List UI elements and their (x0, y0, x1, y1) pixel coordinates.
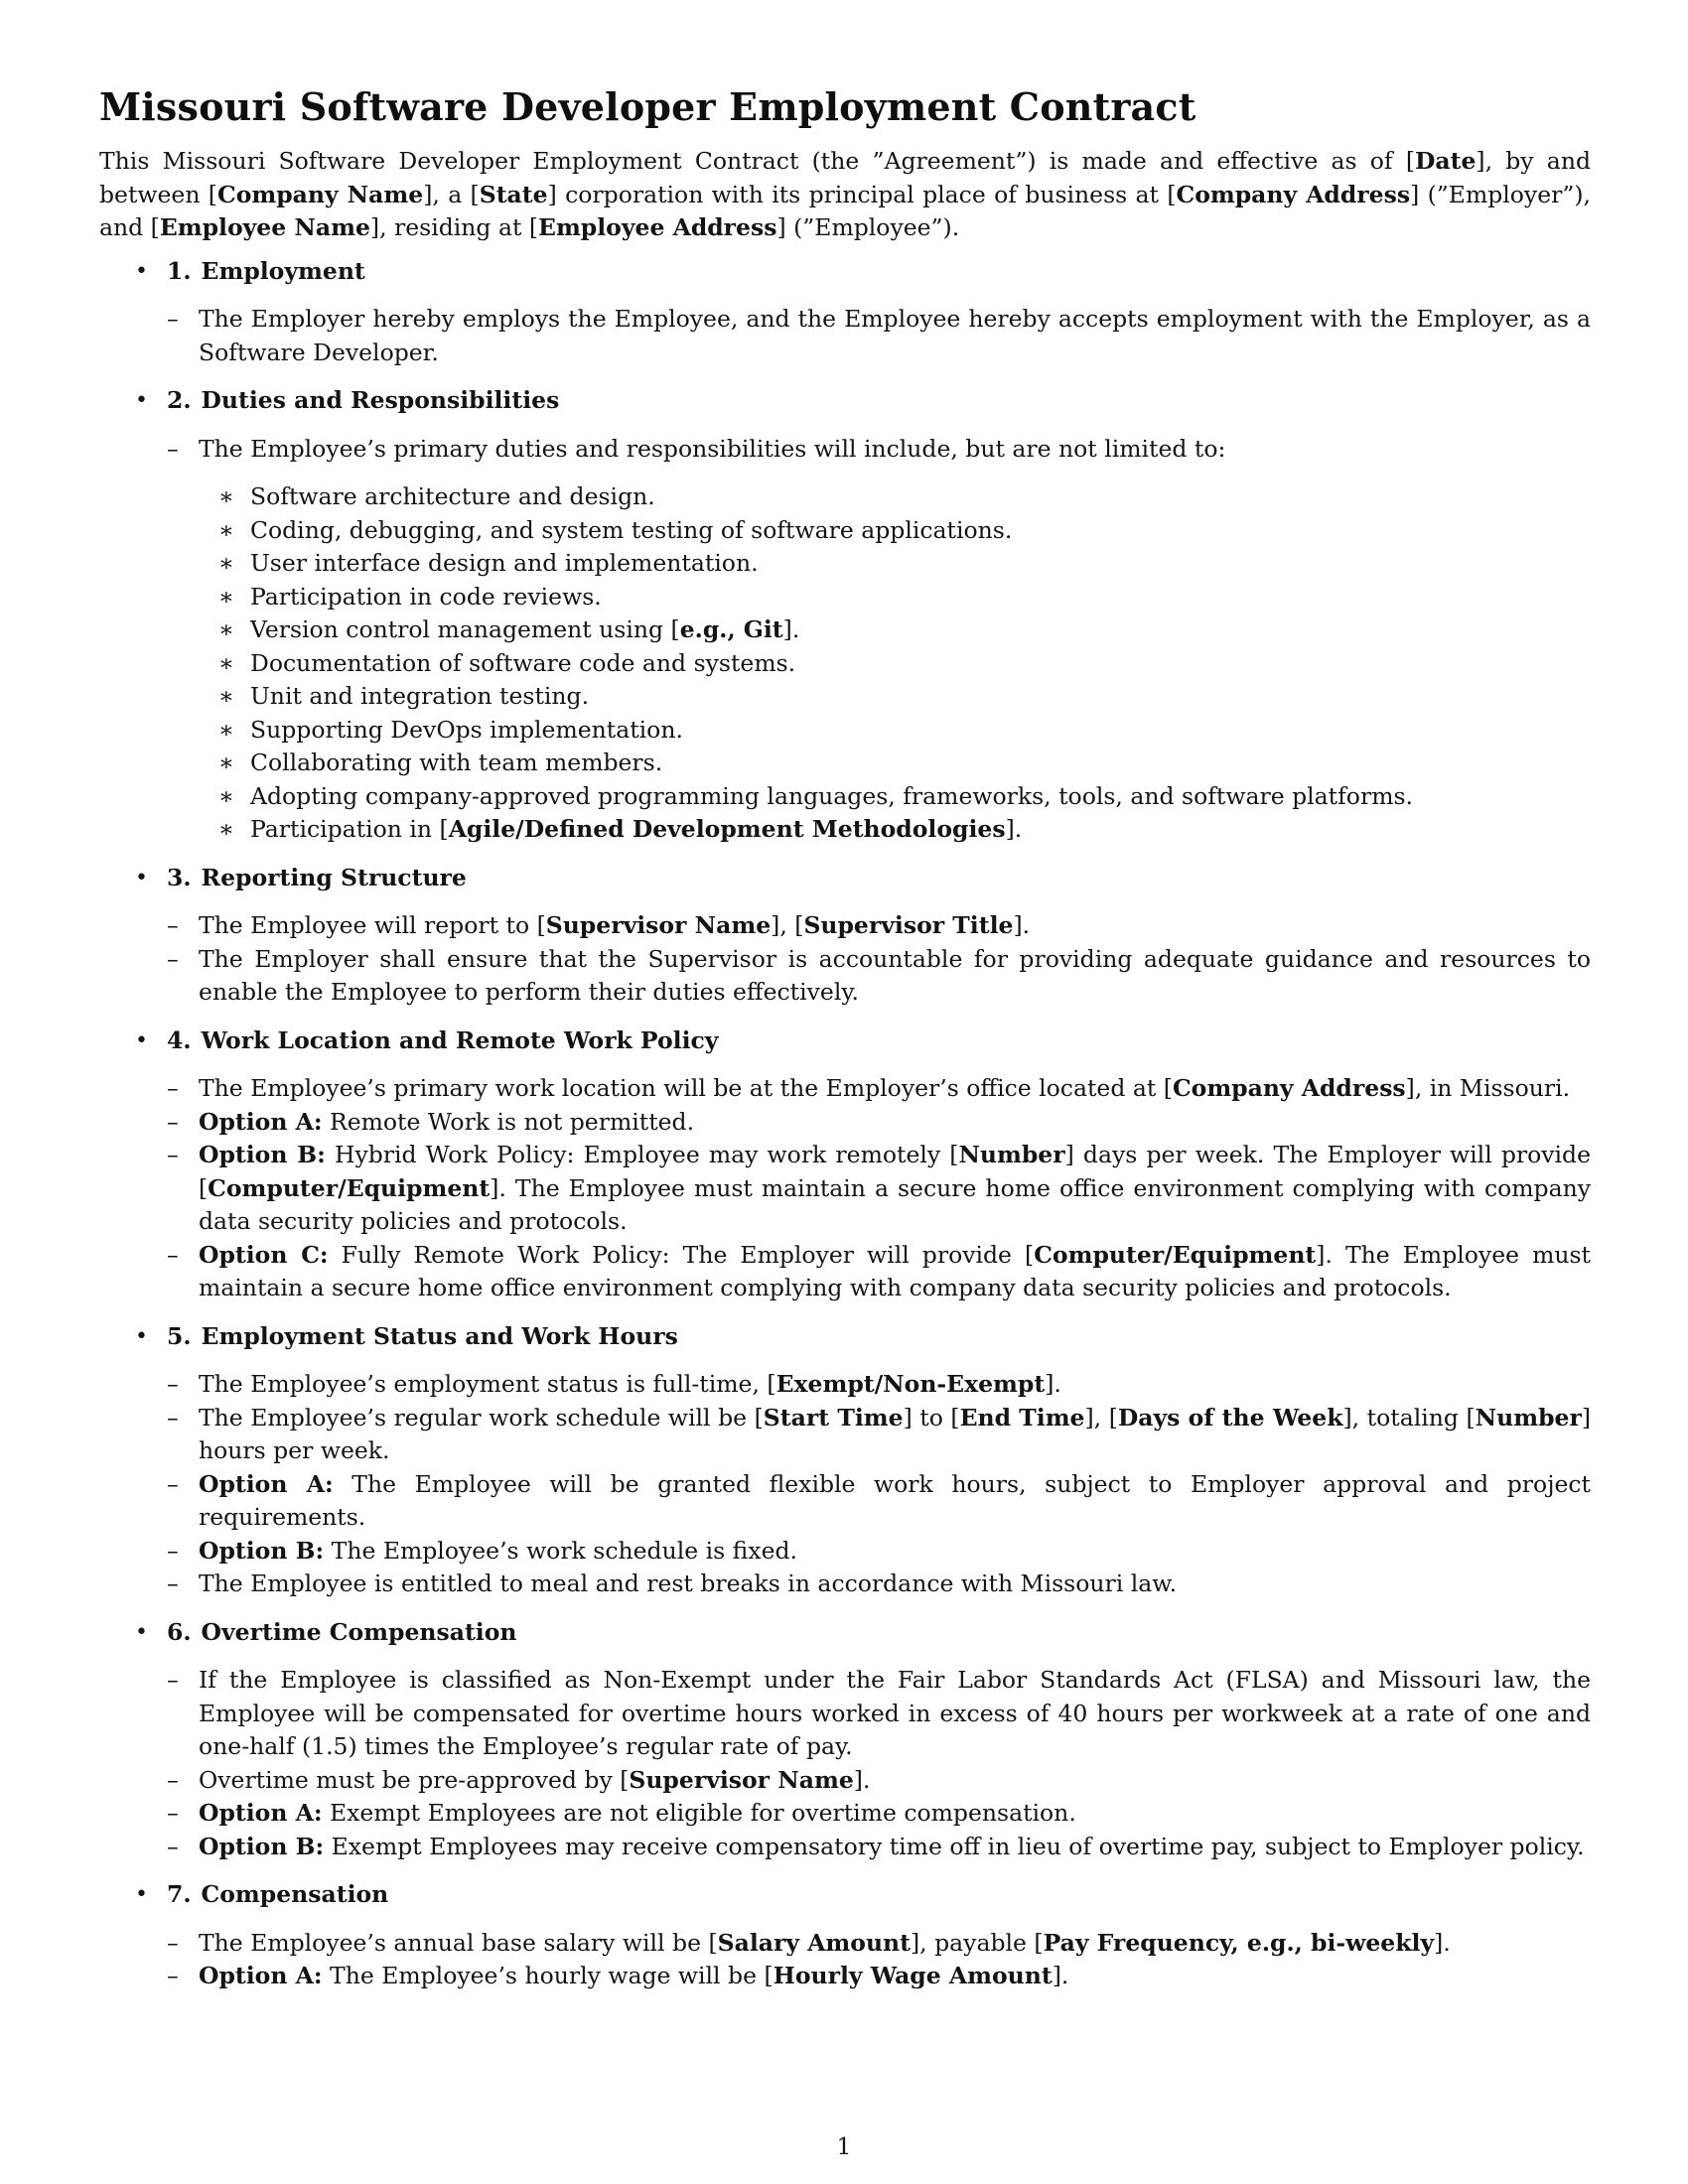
bold-text: State (479, 180, 548, 208)
text-run: ]. (1434, 1928, 1451, 1957)
intro-paragraph (99, 145, 1591, 245)
text-run: ] days per week. The Employer will provide [ (199, 1141, 1592, 1202)
text-run: ], totaling [ (1342, 1403, 1476, 1432)
bold-text: Number (1475, 1403, 1582, 1432)
sections-list (99, 255, 1591, 1993)
duties-list (218, 480, 1591, 847)
bold-text: Date (1414, 147, 1477, 175)
text-run: ] corporation with its principal place of business at [ (547, 180, 1177, 208)
section-items (167, 433, 1591, 847)
section-title: Employment Status and Work Hours (201, 1321, 678, 1350)
bold-text: Supervisor Name (545, 911, 772, 939)
text-run: Coding, debugging, and system testing of software applications. (250, 515, 1013, 544)
text-run: ]. The Employee must maintain a secure home office environment complying with company data security policies and protocols. (199, 1173, 1591, 1235)
section-number: 2. (167, 386, 192, 414)
section-heading (167, 1024, 1591, 1058)
text-run: ], payable [ (911, 1928, 1044, 1957)
clause-item (167, 433, 1591, 847)
section-item (99, 862, 1591, 1010)
section-item (99, 1878, 1591, 1993)
clause-item (167, 1797, 1591, 1831)
section-title: Overtime Compensation (201, 1617, 517, 1646)
bold-text: Option C: (199, 1240, 329, 1269)
text-run: The Employee’s work schedule is fixed. (324, 1536, 797, 1565)
bold-text: e.g., Git (679, 615, 783, 643)
section-heading (167, 1878, 1591, 1912)
section-number: 1. (167, 256, 192, 285)
section-number: 3. (167, 863, 192, 891)
text-run: ], in Missouri. (1405, 1074, 1571, 1102)
text-run: The Employer hereby employs the Employee, and the Employee hereby accepts employment with the Employer, as a Software Developer. (199, 305, 1591, 366)
text-run: ], a [ (423, 180, 480, 208)
duty-item (218, 747, 1591, 780)
text-run: Fully Remote Work Policy: The Employer will provide [ (328, 1240, 1035, 1269)
clause-item (167, 1831, 1591, 1864)
section-items (167, 1368, 1591, 1601)
clause-item (167, 909, 1591, 943)
bold-text: Number (958, 1141, 1065, 1168)
bold-text: Computer/Equipment (1034, 1240, 1317, 1269)
text-run: Overtime must be pre-approved by [ (199, 1765, 630, 1794)
bold-text: Employee Address (538, 213, 777, 241)
bold-text: End Time (959, 1403, 1085, 1432)
text-run: The Employee’s employment status is full-time, [ (199, 1370, 776, 1398)
duty-item (218, 581, 1591, 614)
clause-item (167, 943, 1591, 1010)
clause-item (167, 1072, 1591, 1106)
bold-text: Hourly Wage Amount (773, 1962, 1053, 1989)
section-item (99, 255, 1591, 370)
section-number: 6. (167, 1617, 192, 1646)
text-run: ], by and between [ (99, 147, 1591, 208)
section-heading (167, 255, 1591, 289)
clause-item (167, 1106, 1591, 1140)
text-run: ]. (853, 1765, 871, 1794)
duty-item (218, 647, 1591, 681)
bold-text: Option A: (199, 1469, 334, 1498)
text-run: The Employer shall ensure that the Supervisor is accountable for providing adequate guidance and resources to enable the Employee to perform their duties effectively. (199, 944, 1591, 1006)
clause-item (167, 1139, 1591, 1239)
bold-text: Computer/Equipment (208, 1173, 491, 1202)
clause-item (167, 1535, 1591, 1569)
duty-item (218, 714, 1591, 748)
duty-item (218, 780, 1591, 814)
text-run: The Employee is entitled to meal and rest breaks in accordance with Missouri law. (199, 1570, 1178, 1597)
text-run: Participation in [ (250, 815, 449, 843)
text-run: The Employee will be granted flexible work hours, subject to Employer approval and project requirements. (199, 1469, 1591, 1531)
text-run: Version control management using [ (250, 615, 680, 643)
section-item (99, 1616, 1591, 1864)
section-number: 5. (167, 1321, 192, 1350)
text-run: The Employee’s primary work location will be at the Employer’s office located at [ (199, 1074, 1173, 1102)
duty-item (218, 614, 1591, 647)
section-items (167, 1072, 1591, 1305)
section-title: Duties and Responsibilities (201, 386, 560, 414)
duty-item (218, 547, 1591, 581)
duty-item (218, 480, 1591, 514)
bold-text: Exempt/Non-Exempt (775, 1370, 1046, 1398)
text-run: Unit and integration testing. (250, 682, 590, 710)
section-number: 7. (167, 1880, 192, 1908)
text-run: ]. The Employee must maintain a secure home office environment complying with company data security policies and protocols. (199, 1240, 1591, 1301)
text-run: This Missouri Software Developer Employment Contract (the ”Agreement”) is made and effective as of [ (99, 147, 1415, 175)
text-run: Remote Work is not permitted. (322, 1107, 695, 1136)
section-item (99, 1320, 1591, 1601)
section-items (167, 1664, 1591, 1863)
bold-text: Agile/Defined Development Methodologies (448, 815, 1006, 843)
clause-item (167, 1468, 1591, 1535)
duty-item (218, 680, 1591, 714)
section-number: 4. (167, 1025, 192, 1054)
bold-text: Supervisor Title (803, 911, 1014, 939)
clause-item (167, 1960, 1591, 1993)
bold-text: Employee Name (159, 213, 370, 241)
text-run: The Employee’s regular work schedule will be [ (199, 1403, 764, 1432)
text-run: ], [ (771, 911, 804, 939)
clause-item (167, 1764, 1591, 1798)
clause-item (167, 1239, 1591, 1305)
bold-text: Pay Frequency, e.g., bi-weekly (1043, 1928, 1435, 1957)
clause-item (167, 1568, 1591, 1601)
section-items (167, 303, 1591, 369)
bold-text: Company Name (216, 180, 424, 208)
text-run: ], [ (1084, 1403, 1118, 1432)
text-run: ] (”Employee”). (776, 213, 960, 241)
bold-text: Option B: (199, 1832, 325, 1860)
duty-item (218, 514, 1591, 548)
bold-text: Option A: (199, 1962, 323, 1989)
text-run: ] hours per week. (199, 1403, 1592, 1464)
text-run: The Employee’s annual base salary will be [ (199, 1928, 718, 1957)
clause-item (167, 1402, 1591, 1468)
text-run: The Employee will report to [ (199, 911, 546, 939)
section-item (99, 384, 1591, 847)
text-run: Supporting DevOps implementation. (250, 715, 683, 744)
section-items (167, 909, 1591, 1010)
text-run: ]. (1045, 1370, 1061, 1398)
bold-text: Option B: (199, 1141, 326, 1168)
bold-text: Option A: (199, 1107, 323, 1136)
text-run: Participation in code reviews. (250, 582, 602, 611)
section-item (99, 1024, 1591, 1305)
text-run: ] to [ (903, 1403, 960, 1432)
document-title: Missouri Software Developer Employment Contract (99, 84, 1196, 129)
text-run: Documentation of software code and systems. (250, 648, 796, 677)
text-run: Collaborating with team members. (250, 749, 663, 776)
section-heading (167, 862, 1591, 895)
section-heading (167, 384, 1591, 418)
bold-text: Option B: (199, 1536, 325, 1565)
text-run: Software architecture and design. (250, 482, 655, 510)
bold-text: Company Address (1172, 1074, 1406, 1102)
text-run: Exempt Employees may receive compensatory time off in lieu of overtime pay, subject to Employer policy. (324, 1832, 1585, 1860)
bold-text: Company Address (1176, 180, 1411, 208)
section-heading (167, 1320, 1591, 1354)
text-run: ]. (782, 615, 800, 643)
section-title: Compensation (201, 1880, 389, 1908)
section-items (167, 1927, 1591, 1993)
text-run: The Employee’s primary duties and responsibilities will include, but are not limited to: (199, 434, 1226, 463)
section-heading (167, 1616, 1591, 1650)
text-run: ]. (1005, 815, 1023, 843)
text-run: ] (”Employer”), and [ (99, 180, 1592, 241)
text-run: ], residing at [ (369, 213, 539, 241)
text-run: Exempt Employees are not eligible for overtime compensation. (322, 1799, 1076, 1827)
text-run: ]. (1013, 911, 1031, 939)
bold-text: Salary Amount (717, 1928, 911, 1957)
text-run: User interface design and implementation. (250, 549, 759, 577)
page-number: 1 (836, 2132, 852, 2160)
bold-text: Option A: (199, 1799, 323, 1827)
clause-item (167, 1368, 1591, 1402)
bold-text: Supervisor Name (629, 1765, 854, 1794)
contract-page (99, 83, 1591, 2008)
text-run: The Employee’s hourly wage will be [ (322, 1962, 774, 1989)
text-run: Adopting company-approved programming languages, frameworks, tools, and software platforms. (250, 781, 1414, 810)
bold-text: Days of the Week (1117, 1403, 1343, 1432)
section-title: Reporting Structure (201, 863, 467, 891)
clause-item (167, 1664, 1591, 1764)
bold-text: Start Time (763, 1403, 904, 1432)
duty-item (218, 813, 1591, 847)
text-run: ]. (1052, 1962, 1069, 1989)
section-title: Employment (201, 256, 365, 285)
text-run: Hybrid Work Policy: Employee may work remotely [ (325, 1141, 959, 1168)
clause-item (167, 303, 1591, 369)
clause-item (167, 1927, 1591, 1961)
section-title: Work Location and Remote Work Policy (201, 1025, 719, 1054)
text-run: If the Employee is classified as Non-Exempt under the Fair Labor Standards Act (FLSA) and Missouri law, the Employee will be compensated for overtime hours worked in excess of 40 hours per workweek at a rate of one and one-half (1.5) times the Employee’s regular rate of pay. (199, 1666, 1591, 1760)
